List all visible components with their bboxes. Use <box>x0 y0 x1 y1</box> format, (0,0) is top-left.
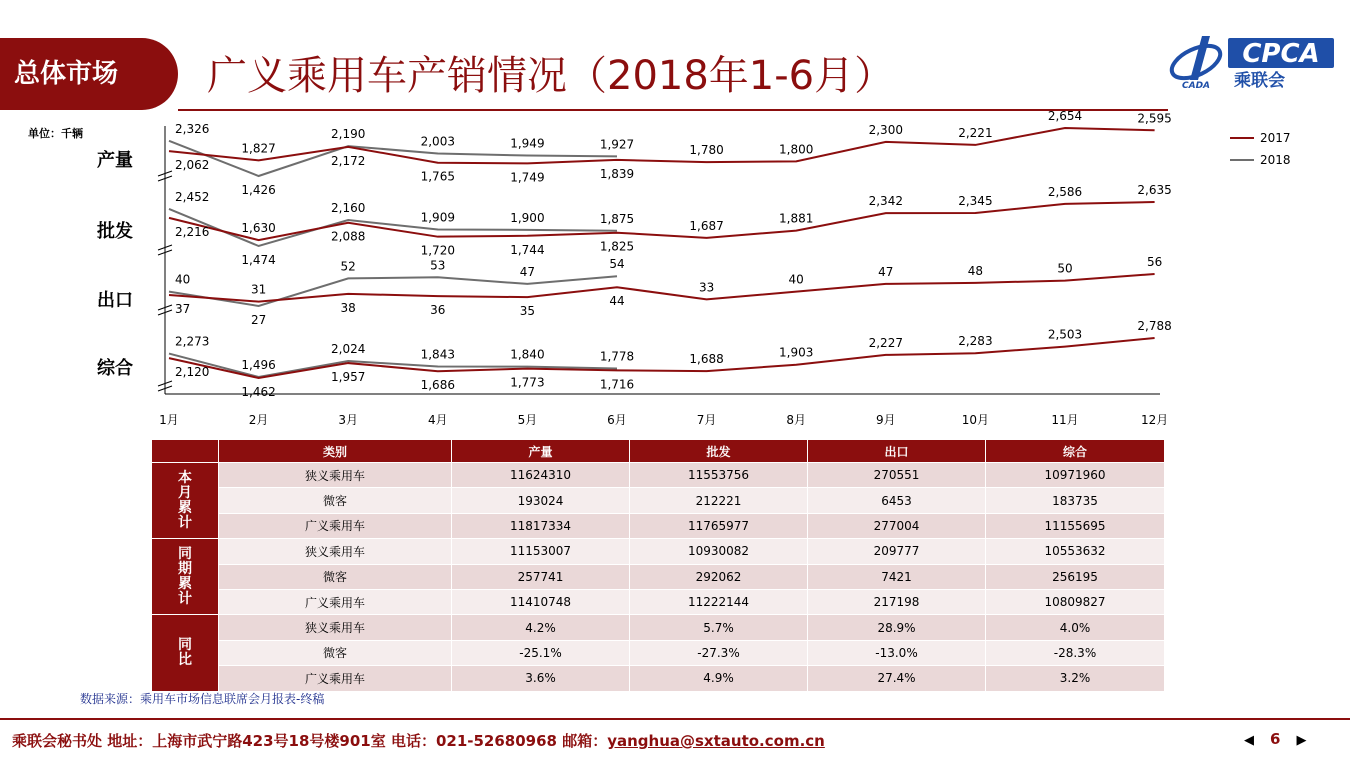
table-row <box>152 463 1165 488</box>
table-cell: 广义乘用车 <box>219 666 452 691</box>
data-label-2017: 2,503 <box>1047 327 1083 342</box>
table-cell: 广义乘用车 <box>219 513 452 538</box>
data-label-2017: 1,720 <box>420 243 455 258</box>
table-cell: 微客 <box>219 488 452 513</box>
table-cell: 11624310 <box>452 463 630 488</box>
data-label-2018: 2,273 <box>175 334 210 349</box>
table-cell: 292062 <box>630 564 808 589</box>
table-row <box>152 513 1165 538</box>
data-label-2018: 1,426 <box>241 183 276 197</box>
table-cell: -28.3% <box>986 640 1165 665</box>
data-label-2018: 1,778 <box>599 349 635 364</box>
data-label-2017: 2,227 <box>868 335 903 350</box>
x-tick-label: 6月 <box>607 413 627 427</box>
data-label-2018: 1,949 <box>510 136 545 151</box>
table-row <box>152 564 1165 589</box>
table-cell: 3.2% <box>986 666 1165 691</box>
table-cell: 10930082 <box>630 539 808 564</box>
column-header: 批发 <box>630 440 808 463</box>
data-label-2017: 2,088 <box>331 229 366 244</box>
table-cell: 10809827 <box>986 589 1165 614</box>
table-cell: 28.9% <box>808 615 986 640</box>
table-row <box>152 488 1165 513</box>
table-row <box>152 589 1165 614</box>
data-label-2017: 2,120 <box>175 365 210 380</box>
data-source: 数据来源：乘用车市场信息联席会月报表-终稿 <box>80 692 325 706</box>
data-label-2018: 1,496 <box>241 357 276 372</box>
data-label-2018: 1,909 <box>420 210 455 225</box>
data-label-2017: 1,688 <box>689 352 724 367</box>
table-cell: 11222144 <box>630 589 808 614</box>
cpca-text: CPCA <box>1242 39 1320 69</box>
column-header: 出口 <box>808 440 986 463</box>
data-label-2017: 1,462 <box>241 385 276 399</box>
table-cell: 277004 <box>808 513 986 538</box>
data-label-2017: 1,881 <box>779 211 814 226</box>
x-tick-label: 10月 <box>961 413 990 427</box>
data-label-2018: 2,326 <box>175 121 210 136</box>
data-label-2017: 1,716 <box>599 377 635 392</box>
pager <box>1244 730 1306 748</box>
table-cell: 257741 <box>452 564 630 589</box>
group-label: 本 月 累 计 <box>152 463 219 539</box>
data-label-2017: 1,839 <box>599 166 635 181</box>
data-label-2017: 33 <box>698 280 715 295</box>
data-label-2017: 1,827 <box>241 141 276 156</box>
data-label-2017: 1,903 <box>779 345 814 360</box>
section-tab: 总体市场 <box>0 38 178 110</box>
table-cell: 11765977 <box>630 513 808 538</box>
panel-label-2: 批发 <box>97 221 133 242</box>
data-label-2017: 2,595 <box>1137 111 1172 126</box>
data-label-2017: 31 <box>250 282 267 297</box>
table-cell: 广义乘用车 <box>219 589 452 614</box>
table-cell: 4.0% <box>986 615 1165 640</box>
series-2017-1 <box>169 125 1155 163</box>
data-label-2017: 47 <box>878 264 894 279</box>
table-cell: 11553756 <box>630 463 808 488</box>
legend-label-2018: 2018 <box>1260 153 1291 167</box>
table-cell: 212221 <box>630 488 808 513</box>
data-label-2017: 56 <box>1146 255 1163 269</box>
table-cell: 11817334 <box>452 513 630 538</box>
line-chart <box>0 110 1350 440</box>
data-label-2017: 1,630 <box>241 221 276 236</box>
data-label-2017: 2,172 <box>331 153 366 168</box>
series-2018-3 <box>169 276 617 306</box>
x-tick-label: 9月 <box>875 413 896 427</box>
table-cell: -25.1% <box>452 640 630 665</box>
data-label-2017: 1,686 <box>420 378 455 393</box>
x-tick-label: 1月 <box>159 413 179 427</box>
data-label-2018: 27 <box>250 313 267 327</box>
table-cell: 10971960 <box>986 463 1165 488</box>
data-label-2017: 1,780 <box>689 143 724 158</box>
footer-email-link[interactable]: yanghua@sxtauto.com.cn <box>607 732 825 750</box>
data-label-2018: 47 <box>519 264 536 279</box>
table-cell: 狭义乘用车 <box>219 463 452 488</box>
data-label-2018: 2,003 <box>420 134 455 149</box>
data-label-2017: 2,216 <box>175 224 210 239</box>
series-2017-2 <box>169 202 1155 240</box>
table-cell: 209777 <box>808 539 986 564</box>
page-title: 广义乘用车产销情况（2018年1-6月） <box>207 53 895 99</box>
column-header: 类别 <box>219 440 452 463</box>
table-row <box>152 666 1165 691</box>
data-label-2017: 1,744 <box>510 242 545 257</box>
data-label-2018: 1,474 <box>241 253 276 267</box>
table-cell: 27.4% <box>808 666 986 691</box>
data-label-2017: 2,283 <box>958 334 993 349</box>
data-label-2018: 1,875 <box>599 211 635 226</box>
table-cell: 4.2% <box>452 615 630 640</box>
x-tick-label: 4月 <box>427 413 448 427</box>
table-cell: 217198 <box>808 589 986 614</box>
unit-label: 单位：千辆 <box>28 127 83 140</box>
footer <box>12 730 825 751</box>
table-cell: 11153007 <box>452 539 630 564</box>
data-table <box>151 439 1165 692</box>
data-label-2017: 1,825 <box>599 239 635 254</box>
table-row <box>152 539 1165 564</box>
table-cell: 微客 <box>219 640 452 665</box>
series-2018-2 <box>169 209 617 246</box>
data-label-2017: 40 <box>788 272 804 287</box>
table-cell: 微客 <box>219 564 452 589</box>
table-cell: 7421 <box>808 564 986 589</box>
data-label-2017: 1,800 <box>779 142 814 157</box>
panel-label-3: 出口 <box>97 290 133 311</box>
group-label: 同 比 <box>152 615 219 691</box>
data-label-2017: 50 <box>1057 261 1073 276</box>
data-label-2017: 2,654 <box>1047 110 1083 123</box>
data-label-2017: 36 <box>430 303 446 318</box>
table-cell: 11155695 <box>986 513 1165 538</box>
table-cell: 狭义乘用车 <box>219 539 452 564</box>
table-cell: 3.6% <box>452 666 630 691</box>
column-header: 综合 <box>986 440 1165 463</box>
page-number: 6 <box>1270 730 1281 748</box>
data-label-2017: 2,300 <box>868 122 903 137</box>
table-cell: 11410748 <box>452 589 630 614</box>
table-cell: 5.7% <box>630 615 808 640</box>
data-label-2017: 48 <box>967 263 984 278</box>
data-label-2017: 44 <box>609 294 625 309</box>
cpca-logo <box>1166 30 1338 92</box>
cada-emblem-icon <box>1167 36 1225 85</box>
data-label-2017: 2,062 <box>175 158 210 173</box>
column-header: 产量 <box>452 440 630 463</box>
footer-divider <box>0 718 1350 720</box>
next-page-button[interactable]: ▶ <box>1296 733 1307 748</box>
data-label-2017: 1,765 <box>420 169 455 184</box>
data-label-2018: 2,190 <box>331 127 366 142</box>
data-label-2018: 40 <box>175 272 191 287</box>
data-label-2017: 2,635 <box>1137 183 1172 197</box>
table-cell: 183735 <box>986 488 1165 513</box>
data-label-2017: 1,957 <box>331 370 366 385</box>
table-row <box>152 615 1165 640</box>
table-row <box>152 640 1165 665</box>
data-label-2018: 1,927 <box>599 137 635 152</box>
cada-text: CADA <box>1182 81 1211 91</box>
table-cell: -13.0% <box>808 640 986 665</box>
data-label-2018: 1,843 <box>420 347 455 362</box>
data-label-2017: 38 <box>340 300 356 315</box>
data-label-2017: 2,586 <box>1047 184 1083 199</box>
data-label-2017: 2,788 <box>1137 319 1172 333</box>
data-label-2017: 2,221 <box>958 125 993 140</box>
series-2017-4 <box>169 335 1155 378</box>
data-label-2017: 2,342 <box>868 194 903 209</box>
table-cell: 4.9% <box>630 666 808 691</box>
data-label-2018: 1,840 <box>510 347 545 362</box>
data-label-2017: 35 <box>519 304 536 319</box>
legend-label-2017: 2017 <box>1260 131 1291 145</box>
data-label-2017: 37 <box>175 301 191 316</box>
x-tick-label: 8月 <box>786 413 807 427</box>
data-label-2017: 2,345 <box>958 193 993 208</box>
data-label-2018: 52 <box>340 259 356 274</box>
x-tick-label: 2月 <box>248 413 269 427</box>
footer-contact: 乘联会秘书处 地址：上海市武宁路423号18号楼901室 电话：021-52680968 邮箱： <box>12 732 608 750</box>
data-label-2017: 1,773 <box>510 375 545 390</box>
data-label-2018: 2,452 <box>175 189 210 204</box>
data-label-2018: 54 <box>609 257 625 272</box>
data-label-2017: 1,687 <box>689 218 724 233</box>
x-tick-label: 5月 <box>517 413 538 427</box>
x-tick-label: 12月 <box>1140 413 1169 427</box>
table-cell: 10553632 <box>986 539 1165 564</box>
cpca-sub-text: 乘联会 <box>1234 71 1285 91</box>
table-cell: 6453 <box>808 488 986 513</box>
x-tick-label: 11月 <box>1051 413 1079 427</box>
table-cell: 193024 <box>452 488 630 513</box>
data-label-2017: 1,749 <box>510 170 545 185</box>
x-tick-label: 3月 <box>338 413 359 427</box>
panel-label-1: 产量 <box>97 150 133 171</box>
x-tick-label: 7月 <box>696 413 717 427</box>
data-label-2018: 2,024 <box>331 342 366 357</box>
panel-label-4: 综合 <box>97 358 133 379</box>
data-label-2018: 2,160 <box>331 201 366 216</box>
group-label: 同 期 累 计 <box>152 539 219 615</box>
header-blank <box>152 440 219 463</box>
table-cell: 狭义乘用车 <box>219 615 452 640</box>
data-label-2018: 1,900 <box>510 210 545 225</box>
prev-page-button[interactable]: ◀ <box>1244 733 1254 748</box>
table-cell: -27.3% <box>630 640 808 665</box>
table-cell: 256195 <box>986 564 1165 589</box>
table-cell: 270551 <box>808 463 986 488</box>
data-label-2018: 53 <box>430 258 446 273</box>
